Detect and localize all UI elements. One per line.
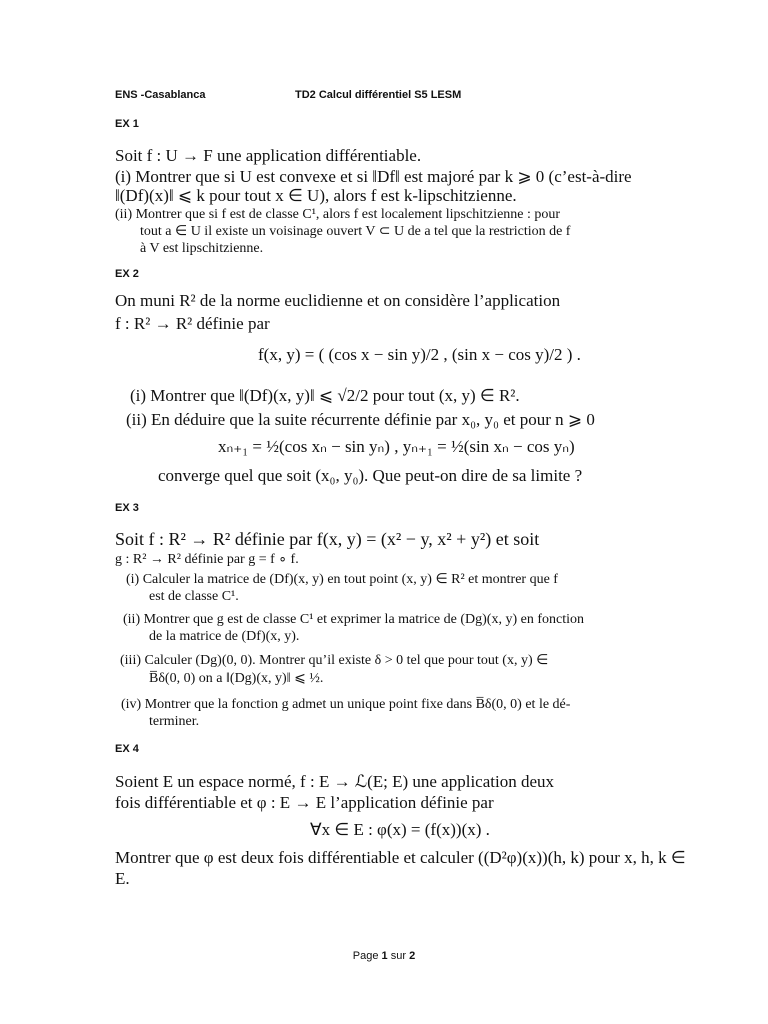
- ex2-formula: f(x, y) = ( (cos x − sin y)/2 , (sin x − cos y)/2 ) .: [258, 345, 581, 364]
- ex1-intro: Soit f : U → F une application différentiable.: [115, 146, 422, 165]
- ex2-recurrence: xₙ₊₁ = ½(cos xₙ − sin yₙ) , yₙ₊₁ = ½(sin xₙ − cos yₙ): [218, 437, 575, 456]
- ex4-line4: E.: [115, 869, 130, 888]
- ex3-item-iv-line2: terminer.: [149, 714, 200, 729]
- ex3-item-i-line2: est de classe C¹.: [149, 589, 239, 604]
- ex4-line1: Soient E un espace normé, f : E → ℒ(E; E) une application deux: [115, 772, 555, 791]
- footer-prefix: Page: [352, 950, 382, 962]
- ex4-line3: Montrer que φ est deux fois différentiable et calculer ((D²φ)(x))(h, k) pour x, h, k ∈: [115, 848, 686, 867]
- exercise-4-title: EX 4: [115, 743, 139, 755]
- footer-current-page: 1: [381, 950, 388, 962]
- ex2-item-ii: (ii) En déduire que la suite récurrente définie par x₀, y₀ et pour n ⩾ 0: [126, 410, 595, 429]
- page-footer: [0, 950, 768, 962]
- ex3-item-ii-line2: de la matrice de (Df)(x, y).: [149, 629, 300, 644]
- exercise-1-title: EX 1: [115, 118, 139, 130]
- ex1-item-ii-line3: à V est lipschitzienne.: [140, 241, 264, 256]
- ex2-line2: f : R² → R² définie par: [115, 314, 270, 333]
- ex1-item-ii-line2: tout a ∈ U il existe un voisinage ouvert V ⊂ U de a tel que la restriction de f: [140, 224, 571, 239]
- ex2-converge: converge quel que soit (x₀, y₀). Que peut-on dire de sa limite ?: [158, 466, 583, 485]
- ex1-item-i-line2: ‖(Df)(x)‖ ⩽ k pour tout x ∈ U), alors f est k-lipschitzienne.: [115, 186, 517, 205]
- ex4-formula: ∀x ∈ E : φ(x) = (f(x))(x) .: [310, 820, 490, 839]
- footer-total-pages: 2: [409, 950, 416, 962]
- ex3-line1: Soit f : R² → R² définie par f(x, y) = (x² − y, x² + y²) et soit: [115, 529, 540, 549]
- footer-middle: sur: [387, 950, 410, 962]
- ex1-item-ii-line1: (ii) Montrer que si f est de classe C¹, alors f est localement lipschitzienne : pour: [115, 207, 561, 222]
- school-name: ENS -Casablanca: [115, 89, 206, 101]
- course-title: TD2 Calcul différentiel S5 LESM: [295, 89, 462, 101]
- ex3-item-i-line1: (i) Calculer la matrice de (Df)(x, y) en tout point (x, y) ∈ R² et montrer que f: [126, 572, 558, 587]
- exercise-2-title: EX 2: [115, 268, 139, 280]
- ex3-item-ii-line1: (ii) Montrer que g est de classe C¹ et exprimer la matrice de (Dg)(x, y) en fonction: [123, 612, 584, 627]
- exercise-3-title: EX 3: [115, 502, 139, 514]
- ex3-item-iii-line1: (iii) Calculer (Dg)(0, 0). Montrer qu’il existe δ > 0 tel que pour tout (x, y) ∈: [120, 653, 549, 668]
- ex2-line1: On muni R² de la norme euclidienne et on considère l’application: [115, 291, 561, 310]
- ex2-item-i: (i) Montrer que ‖(Df)(x, y)‖ ⩽ √2/2 pour tout (x, y) ∈ R².: [130, 386, 520, 405]
- ex1-item-i-line1: (i) Montrer que si U est convexe et si ‖Df‖ est majoré par k ⩾ 0 (c’est-à-dire: [115, 167, 632, 186]
- ex4-line2: fois différentiable et φ : E → E l’application définie par: [115, 793, 494, 812]
- ex3-line2: g : R² → R² définie par g = f ∘ f.: [115, 552, 299, 567]
- ex3-item-iv-line1: (iv) Montrer que la fonction g admet un unique point fixe dans B̅δ(0, 0) et le dé-: [121, 697, 571, 712]
- ex3-item-iii-line2: B̅δ(0, 0) on a ‖(Dg)(x, y)‖ ⩽ ½.: [149, 671, 324, 686]
